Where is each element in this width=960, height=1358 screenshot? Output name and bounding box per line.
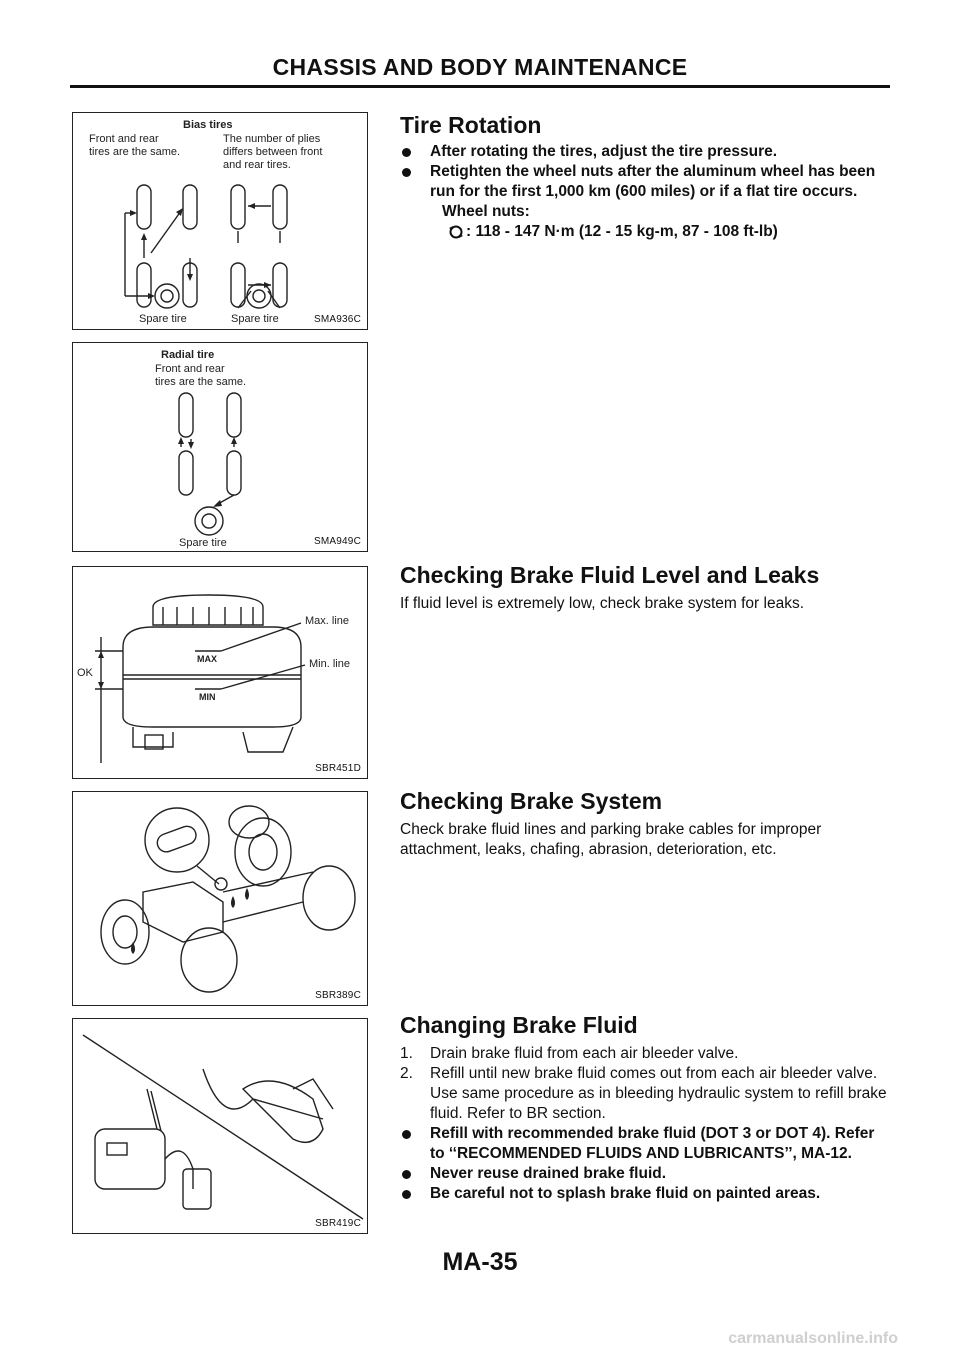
page-header: CHASSIS AND BODY MAINTENANCE xyxy=(272,54,688,80)
max-mark: MAX xyxy=(197,654,217,664)
brake-fluid-body xyxy=(400,1044,890,1204)
bullet-icon xyxy=(402,168,411,177)
tire-rotation-title: Tire Rotation xyxy=(400,112,542,138)
list-item: After rotating the tires, adjust the tire pressure. xyxy=(400,142,890,162)
figure-brake-system xyxy=(72,791,368,1006)
list-item: 1. Drain brake fluid from each air bleeder valve. xyxy=(400,1045,739,1062)
bias-spare-left-label: Spare tire xyxy=(139,313,187,325)
bias-spare-right-label: Spare tire xyxy=(231,313,279,325)
figure-code: SBR389C xyxy=(315,990,361,1001)
brake-system-title: Checking Brake System xyxy=(400,788,663,814)
brake-system-illustration xyxy=(73,792,369,1007)
torque-spec: : 118 - 147 N·m (12 - 15 kg-m, 87 - 108 ft-lb) xyxy=(400,222,890,242)
bias-tires-title: Bias tires xyxy=(183,119,233,131)
torque-wrench-icon xyxy=(448,224,464,240)
bias-left-note: Front and rear tires are the same. xyxy=(89,133,181,158)
list-item: Be careful not to splash brake fluid on painted areas. xyxy=(400,1184,890,1204)
radial-note: Front and rear tires are the same. xyxy=(155,363,247,388)
brake-level-text: If fluid level is extremely low, check brake system for leaks. xyxy=(400,595,805,612)
figure-brake-fluid-level xyxy=(72,566,368,779)
figure-code: SBR451D xyxy=(315,763,361,774)
watermark[interactable]: carmanualsonline.info xyxy=(728,1330,898,1347)
brake-fluid-title: Changing Brake Fluid xyxy=(400,1012,638,1038)
bullet-icon xyxy=(402,1130,411,1139)
brake-fluid-change-illustration xyxy=(73,1019,369,1235)
brake-level-title: Checking Brake Fluid Level and Leaks xyxy=(400,562,820,588)
list-item: Never reuse drained brake fluid. xyxy=(400,1164,890,1184)
max-line-label: Max. line xyxy=(305,615,350,627)
tire-rotation-body xyxy=(400,142,890,242)
min-mark: MIN xyxy=(199,692,216,702)
figure-bias-tires xyxy=(72,112,368,330)
figure-brake-fluid-change xyxy=(72,1018,368,1234)
page-number: MA-35 xyxy=(442,1248,518,1276)
figure-code: SMA936C xyxy=(314,314,361,325)
min-line-label: Min. line xyxy=(309,658,350,670)
brake-system-text: Check brake fluid lines and parking brake cables for improper attachment, leaks, chafing, abrasion, deterioration, etc. xyxy=(400,821,822,858)
figure-code: SMA949C xyxy=(314,536,361,547)
bias-right-note: The number of plies differs between front and rear tires. xyxy=(223,133,323,171)
radial-tire-title: Radial tire xyxy=(161,349,215,361)
brake-reservoir-illustration xyxy=(73,567,369,780)
bullet-icon xyxy=(402,148,411,157)
list-item: Retighten the wheel nuts after the aluminum wheel has been run for the first 1,000 km (600 miles) or if a flat tire occurs. xyxy=(400,162,890,202)
figure-code: SBR419C xyxy=(315,1218,361,1229)
list-item: Refill with recommended brake fluid (DOT 3 or DOT 4). Refer to ‘‘RECOMMENDED FLUIDS AND LUBRICANTS’’, MA-12. xyxy=(400,1124,890,1164)
figure-radial-tire xyxy=(72,342,368,552)
header-rule xyxy=(70,85,890,88)
bullet-icon xyxy=(402,1190,411,1199)
radial-spare-label: Spare tire xyxy=(179,537,227,549)
bullet-icon xyxy=(402,1170,411,1179)
list-item: 2. Refill until new brake fluid comes out from each air bleeder valve. Use same procedure as in bleeding hydraulic system to refill brake fluid. Refer to BR section. xyxy=(400,1065,887,1122)
wheel-nuts-label: Wheel nuts: xyxy=(442,203,530,220)
ok-label: OK xyxy=(77,667,93,679)
